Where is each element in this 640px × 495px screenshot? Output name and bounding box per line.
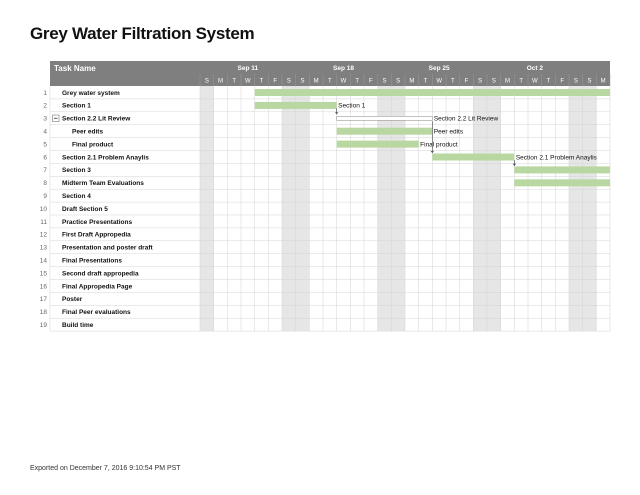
weekend-column xyxy=(487,86,501,331)
bar-label: Section 2.2 Lit Review xyxy=(433,115,499,123)
task-name[interactable]: Draft Section 5 xyxy=(62,205,108,213)
day-letter: F xyxy=(273,78,278,85)
row-number: 11 xyxy=(40,218,47,226)
row-number: 19 xyxy=(39,321,47,329)
day-letter: M xyxy=(218,78,223,85)
day-letter: T xyxy=(259,78,264,85)
day-letter: S xyxy=(300,78,305,85)
row-number: 9 xyxy=(43,192,47,200)
row-number: 8 xyxy=(43,180,47,188)
task-name[interactable]: Section 4 xyxy=(62,192,91,200)
task-name[interactable]: Second draft appropedia xyxy=(62,270,139,278)
week-label: Sep 18 xyxy=(333,65,354,72)
day-letter: S xyxy=(204,78,209,85)
task-name[interactable]: First Draft Appropedia xyxy=(62,231,131,239)
export-timestamp: Exported on December 7, 2016 9:10:54 PM PST xyxy=(30,465,181,472)
day-letter: W xyxy=(244,78,251,85)
task-name[interactable]: Presentation and poster draft xyxy=(62,244,153,252)
day-letter: W xyxy=(531,78,538,85)
bar-label: Section 1 xyxy=(338,102,366,110)
task-bar[interactable] xyxy=(514,179,610,186)
task-name[interactable]: Build time xyxy=(62,321,94,329)
row-number: 1 xyxy=(43,89,47,97)
day-letter: F xyxy=(368,78,373,85)
task-name-header[interactable]: Task Name xyxy=(54,64,96,73)
row-number: 3 xyxy=(43,115,47,123)
row-number: 10 xyxy=(39,205,47,213)
weekend-column xyxy=(583,86,597,331)
weekend-column xyxy=(378,86,392,331)
task-bar[interactable] xyxy=(432,154,514,161)
day-letter: M xyxy=(409,78,415,85)
task-name[interactable]: Section 3 xyxy=(62,167,91,175)
row-number: 4 xyxy=(43,128,47,136)
bar-label: Section 2.1 Problem Anaylis xyxy=(515,154,597,162)
day-letter: S xyxy=(587,78,592,85)
row-number: 7 xyxy=(43,167,47,175)
task-bar[interactable] xyxy=(514,166,610,173)
task-name[interactable]: Section 1 xyxy=(62,102,91,110)
dependency-arrow xyxy=(431,151,434,153)
week-label: Sep 11 xyxy=(237,65,259,72)
bar-label: Final product xyxy=(420,141,458,149)
task-name[interactable]: Peer edits xyxy=(72,128,104,136)
week-label: Oct 2 xyxy=(526,65,543,72)
task-bar[interactable] xyxy=(255,89,610,96)
row-number: 18 xyxy=(39,309,47,317)
weekend-column xyxy=(200,86,214,331)
weekend-column xyxy=(282,86,296,331)
page-title: Grey Water Filtration System xyxy=(30,24,255,43)
task-bar[interactable] xyxy=(337,141,419,148)
day-letter: T xyxy=(519,78,524,85)
task-bar[interactable] xyxy=(337,128,433,135)
day-letter: T xyxy=(355,78,360,85)
bar-label: Peer edits xyxy=(433,128,464,136)
day-letter: T xyxy=(232,78,237,85)
weekend-column xyxy=(391,86,405,331)
weekend-column xyxy=(296,86,310,331)
dependency-arrow xyxy=(335,112,338,114)
day-letter: T xyxy=(327,78,332,85)
task-name[interactable]: Section 2.1 Problem Anaylis xyxy=(62,154,149,162)
day-letter: S xyxy=(396,78,401,85)
task-name[interactable]: Midterm Team Evaluations xyxy=(62,180,144,188)
day-letter: W xyxy=(340,78,347,85)
day-letter: S xyxy=(573,78,578,85)
day-letter: M xyxy=(600,78,606,85)
task-name[interactable]: Final Appropedia Page xyxy=(62,283,133,291)
day-letter: S xyxy=(286,78,291,85)
day-letter: W xyxy=(436,78,443,85)
task-name[interactable]: Final product xyxy=(72,141,114,149)
weekend-column xyxy=(473,86,487,331)
row-number: 15 xyxy=(39,270,47,278)
weekend-column xyxy=(569,86,583,331)
task-name[interactable]: Section 2.2 Lit Review xyxy=(62,115,131,123)
day-letter: F xyxy=(464,78,469,85)
task-name[interactable]: Poster xyxy=(62,296,83,304)
summary-bar[interactable] xyxy=(337,116,433,120)
row-number: 13 xyxy=(39,244,47,252)
row-number: 12 xyxy=(39,231,47,239)
day-letter: T xyxy=(423,78,428,85)
day-letter: S xyxy=(382,78,387,85)
day-letter: M xyxy=(505,78,510,85)
task-name[interactable]: Final Peer evaluations xyxy=(62,309,131,317)
task-name[interactable]: Grey water system xyxy=(62,89,120,97)
row-number: 17 xyxy=(39,296,47,304)
task-bar[interactable] xyxy=(255,102,337,109)
task-name[interactable]: Final Presentations xyxy=(62,257,122,265)
day-letter: S xyxy=(491,78,496,85)
day-letter: M xyxy=(313,78,319,85)
day-letter: T xyxy=(450,78,455,85)
day-letter: T xyxy=(546,78,551,85)
dependency-arrow xyxy=(513,164,516,166)
day-letter: F xyxy=(560,78,565,85)
row-number: 2 xyxy=(43,102,47,110)
row-number: 14 xyxy=(39,257,47,265)
row-number: 16 xyxy=(39,283,47,291)
week-label: Sep 25 xyxy=(428,65,450,72)
row-number: 6 xyxy=(43,154,47,162)
row-number: 5 xyxy=(43,141,47,149)
task-name[interactable]: Practice Presentations xyxy=(62,218,133,226)
day-letter: S xyxy=(478,78,483,85)
